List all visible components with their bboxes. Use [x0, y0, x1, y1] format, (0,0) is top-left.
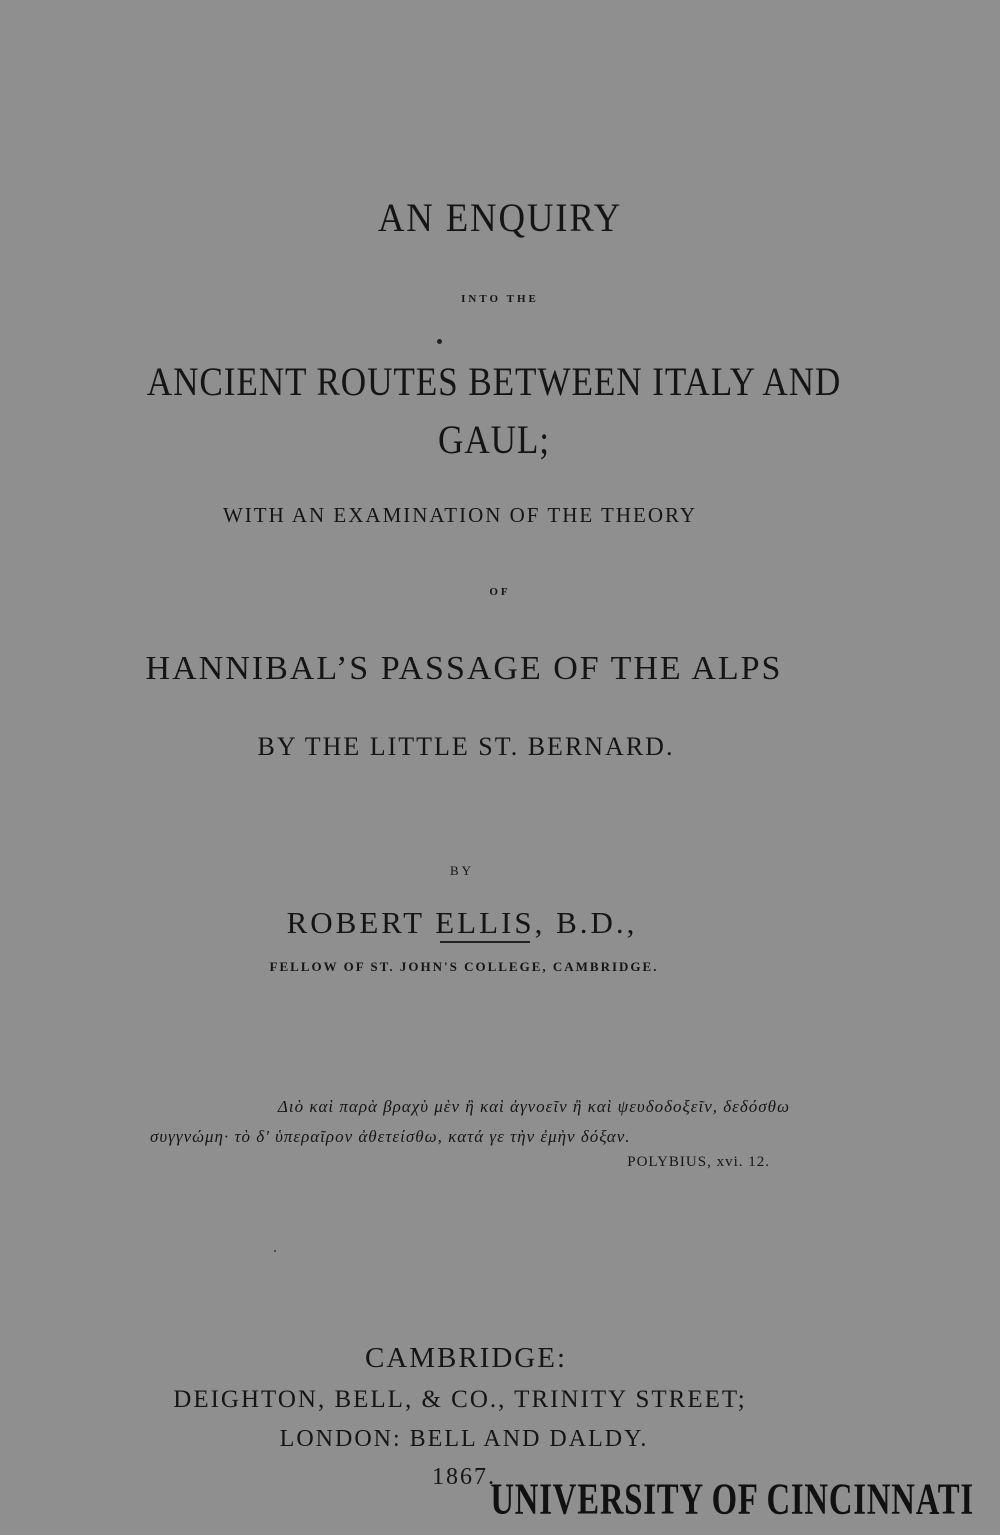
subtitle-line-2: GAUL;: [438, 417, 550, 462]
paper-speck: [274, 1250, 276, 1252]
epigraph-source: POLYBIUS, xvi. 12.: [627, 1154, 770, 1170]
subtitle-line-1: ANCIENT ROUTES BETWEEN ITALY AND: [146, 359, 842, 404]
library-stamp: UNIVERSITY OF CINCINNATI: [490, 1475, 974, 1525]
into-the-label: INTO THE: [461, 293, 539, 305]
imprint-publisher: DEIGHTON, BELL, & CO., TRINITY STREET;: [173, 1386, 747, 1413]
little-st-bernard-line: BY THE LITTLE ST. BERNARD.: [257, 732, 675, 761]
of-label: OF: [489, 586, 511, 598]
author-name: ROBERT ELLIS, B.D.,: [286, 905, 638, 940]
print-dot: [437, 339, 442, 344]
author-underline: [440, 941, 530, 943]
by-label: BY: [449, 863, 475, 878]
epigraph-line-2: συγγνώμη· τὸ δ' ὑπεραῖρον ἀθετείσθω, κατά γε τὴν ἐμὴν δόξαν.: [150, 1127, 631, 1146]
hannibal-line: HANNIBAL’S PASSAGE OF THE ALPS: [145, 650, 783, 687]
imprint-city: CAMBRIDGE:: [364, 1342, 568, 1374]
main-title: AN ENQUIRY: [377, 195, 623, 240]
imprint-london: LONDON: BELL AND DALDY.: [279, 1426, 649, 1452]
examination-line: WITH AN EXAMINATION OF THE THEORY: [222, 503, 698, 527]
epigraph-line-1: Διὸ καὶ παρὰ βραχὺ μὲν ἢ καὶ ἀγνοεῖν ἢ καὶ ψευδοδοξεῖν, δεδόσθω: [277, 1097, 790, 1116]
author-affiliation: FELLOW OF ST. JOHN'S COLLEGE, CAMBRIDGE.: [269, 959, 659, 974]
imprint-year: 1867.: [432, 1464, 496, 1490]
